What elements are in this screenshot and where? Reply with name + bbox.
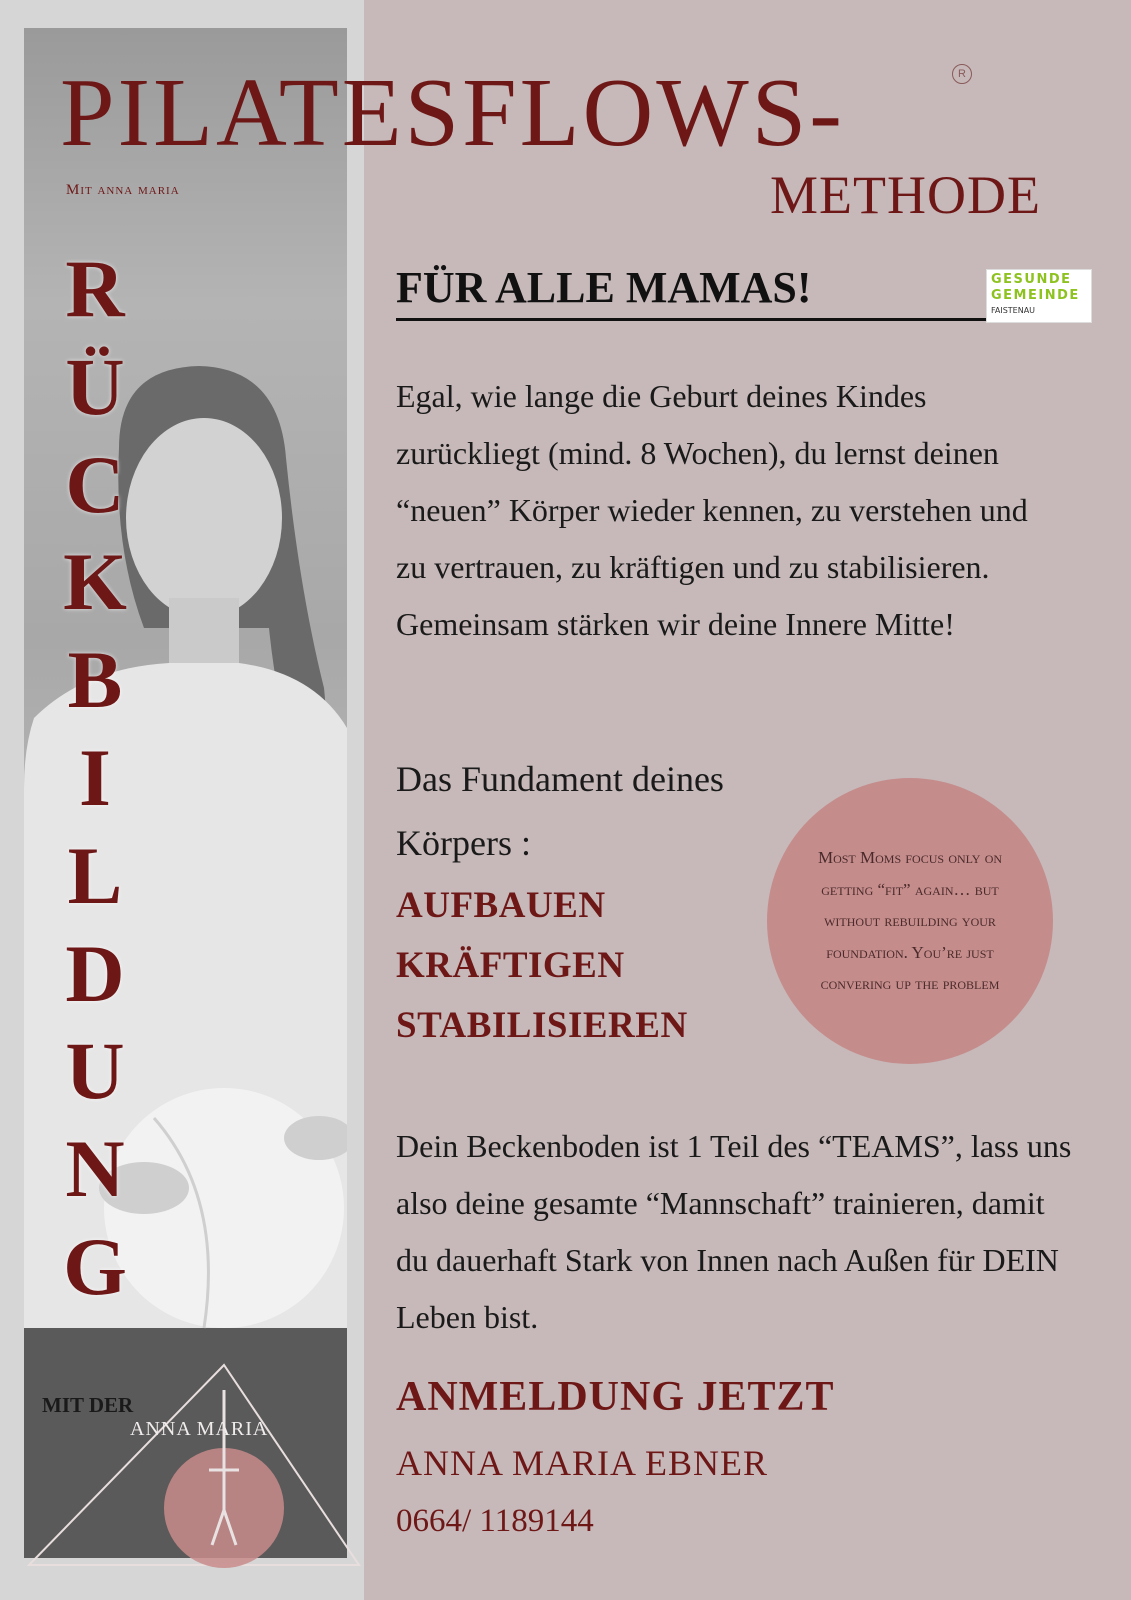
title-sub: METHODE <box>770 165 1041 225</box>
vertical-letter: N <box>65 1123 125 1215</box>
intro-paragraph: Egal, wie lange die Geburt deines Kindes zurückliegt (mind. 8 Wochen), du lernst deinen “neuen” Körper wieder kennen, zu verstehen und zu vertrauen, zu kräftigen und zu stabilisieren. Gemeinsam stärken wir deine Innere Mitte! <box>396 378 1028 642</box>
signup-cta: ANMELDUNG JETZT <box>396 1374 835 1420</box>
vertical-letter: U <box>65 1025 125 1117</box>
vertical-letter: C <box>65 438 125 530</box>
quote-circle <box>767 778 1053 1064</box>
vertical-letter: D <box>65 927 125 1019</box>
title-main: PILATESFLOWS- <box>60 59 845 167</box>
vertical-letter: Ü <box>65 340 125 432</box>
fundament-line2: Körpers : <box>396 823 531 863</box>
vertical-letter: R <box>65 243 125 334</box>
logo-name: ANNA MARIA <box>130 1418 269 1440</box>
vertical-word-rueckbildung <box>40 240 150 1316</box>
section-heading: FÜR ALLE MAMAS! <box>396 263 812 312</box>
action-stabilisieren: STABILISIEREN <box>396 1005 688 1046</box>
gesunde-gemeinde-badge <box>986 269 1092 323</box>
anna-maria-logo-icon <box>24 1360 364 1570</box>
vertical-letter: I <box>79 731 111 823</box>
contact-name: ANNA MARIA EBNER <box>396 1443 769 1483</box>
vertical-letter: K <box>63 536 127 628</box>
badge-line2: GEMEINDE <box>991 288 1080 303</box>
logo-prefix: MIT DER <box>42 1393 134 1417</box>
action-kraeftigen: KRÄFTIGEN <box>396 945 625 986</box>
contact-phone: 0664/ 1189144 <box>396 1503 594 1539</box>
action-aufbauen: AUFBAUEN <box>396 885 606 926</box>
with-anna-label: Mit anna maria <box>66 182 180 198</box>
vertical-letter: L <box>67 829 123 921</box>
vertical-letter: G <box>63 1220 127 1312</box>
fundament-line1: Das Fundament deines <box>396 759 724 799</box>
registered-mark: R <box>952 64 972 84</box>
badge-line3: FAISTENAU <box>991 306 1036 315</box>
vertical-letter: B <box>67 634 123 726</box>
team-paragraph: Dein Beckenboden ist 1 Teil des “TEAMS”, lass uns also deine gesamte “Mannschaft” trainieren, damit du dauerhaft Stark von Innen nach Außen für DEIN Leben bist. <box>396 1128 1072 1335</box>
heading-divider <box>396 318 994 321</box>
badge-line1: GESUNDE <box>991 272 1072 287</box>
quote-text: Most Moms focus only on getting “fit” again… but without rebuilding your foundation. You’re just convering up the problem <box>817 848 1003 994</box>
